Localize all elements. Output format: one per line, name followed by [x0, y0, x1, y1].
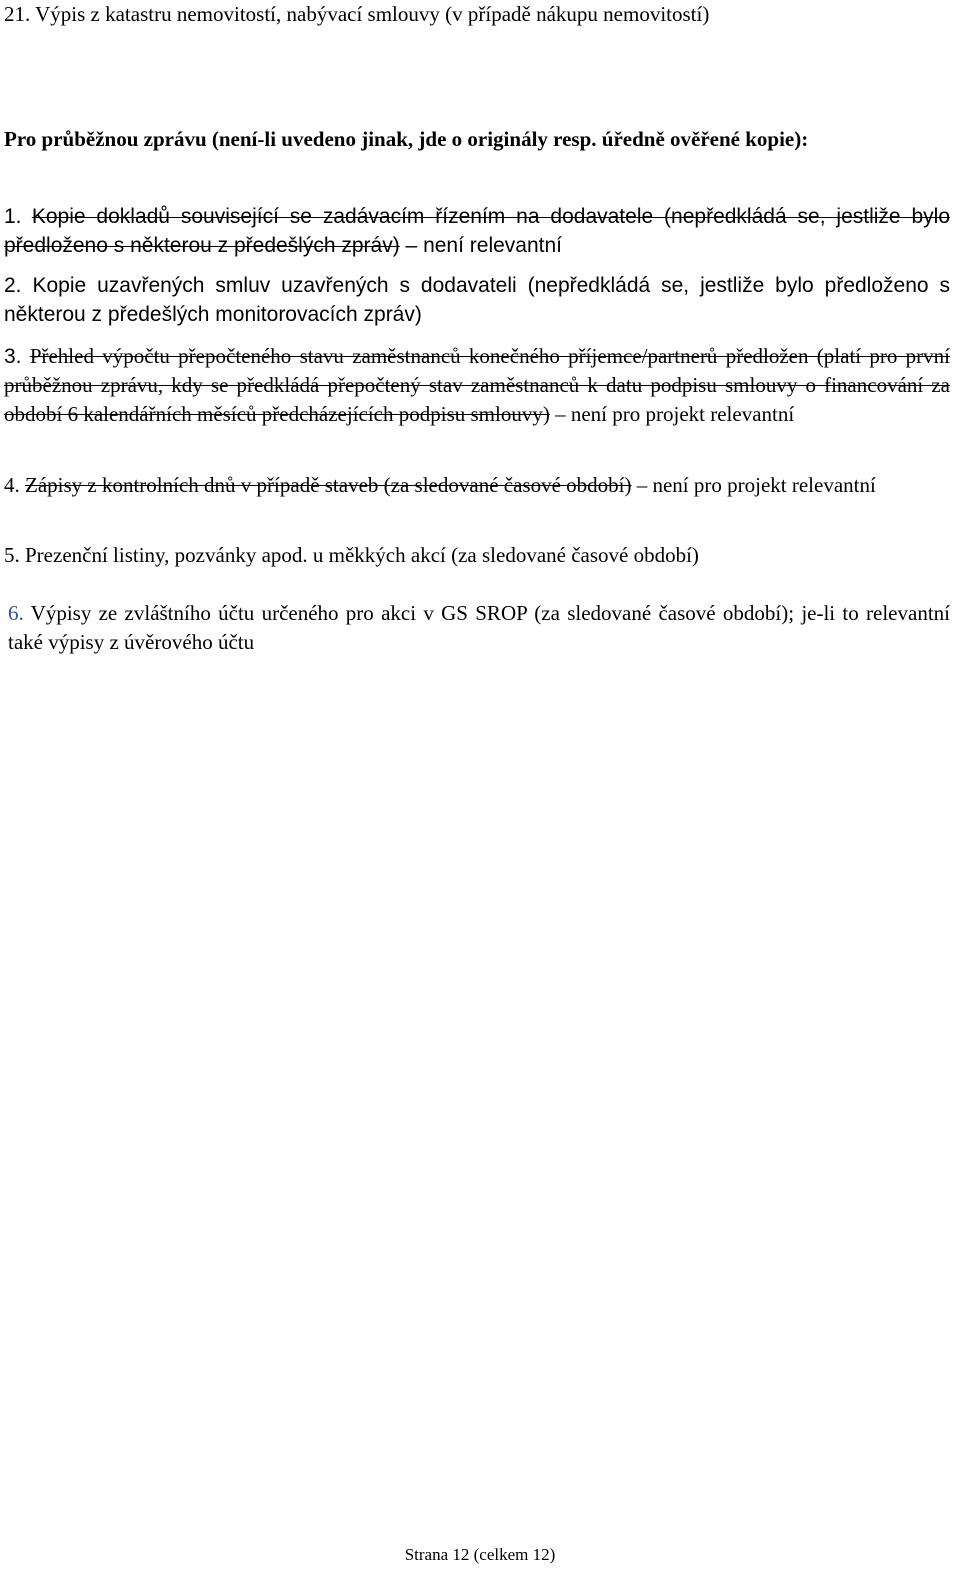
list-item-1-number: 1. [4, 205, 22, 228]
list-item-1 [4, 202, 950, 260]
list-item-2-number: 2. [4, 274, 22, 297]
list-item-6-text: Výpisy ze zvláštního účtu určeného pro akci v GS SROP (za sledované časové období); je-li to relevantní také výpisy z úvěrového účtu [8, 601, 950, 654]
list-item-3-number: 3. [4, 345, 22, 368]
list-item-5-text: Prezenční listiny, pozvánky apod. u měkkých akcí (za sledované časové období) [25, 543, 699, 567]
list-item-4 [4, 471, 950, 500]
list-item-5-number: 5. [4, 543, 20, 567]
list-item-1-struck-text: Kopie dokladů související se zadávacím řízením na dodavatele (nepředkládá se, jestliže bylo předloženo s některou z předešlých zpráv) [4, 205, 951, 257]
section-21-heading: 21. Výpis z katastru nemovitostí, nabývací smlouvy (v případě nákupu nemovitostí) [4, 2, 710, 26]
list-item-5 [4, 541, 950, 570]
list-item-6-number: 6. [8, 601, 24, 625]
list-item-2-text: Kopie uzavřených smluv uzavřených s dodavateli (nepředkládá se, jestliže bylo předloženo s některou z předešlých monitorovacích zpráv) [4, 274, 950, 326]
list-item-4-number: 4. [4, 473, 20, 497]
list-item-3-struck-text: Přehled výpočtu přepočteného stavu zaměstnanců konečného příjemce/partnerů předložen (platí pro první průběžnou zprávu, kdy se předkládá přepočtený stav zaměstnanců k datu podpisu smlouvy o financování za období 6 kalendářních měsíců předcházejících podpisu smlouvy) [4, 344, 951, 426]
list-item-1-note: – není relevantní [399, 234, 562, 257]
list-item-4-struck-text: Zápisy z kontrolních dnů v případě staveb (za sledované časové období) [25, 473, 632, 497]
list-item-3-note: – není pro projekt relevantní [549, 402, 795, 426]
list-item-4-note: – není pro projekt relevantní [631, 473, 876, 497]
list-item-6 [8, 599, 950, 657]
page-footer: Strana 12 (celkem 12) [404, 1545, 556, 1564]
list-item-3 [4, 342, 950, 429]
list-item-2 [4, 271, 950, 329]
intro-paragraph: Pro průběžnou zprávu (není-li uvedeno jinak, jde o originály resp. úředně ověřené kopie): [4, 127, 809, 151]
